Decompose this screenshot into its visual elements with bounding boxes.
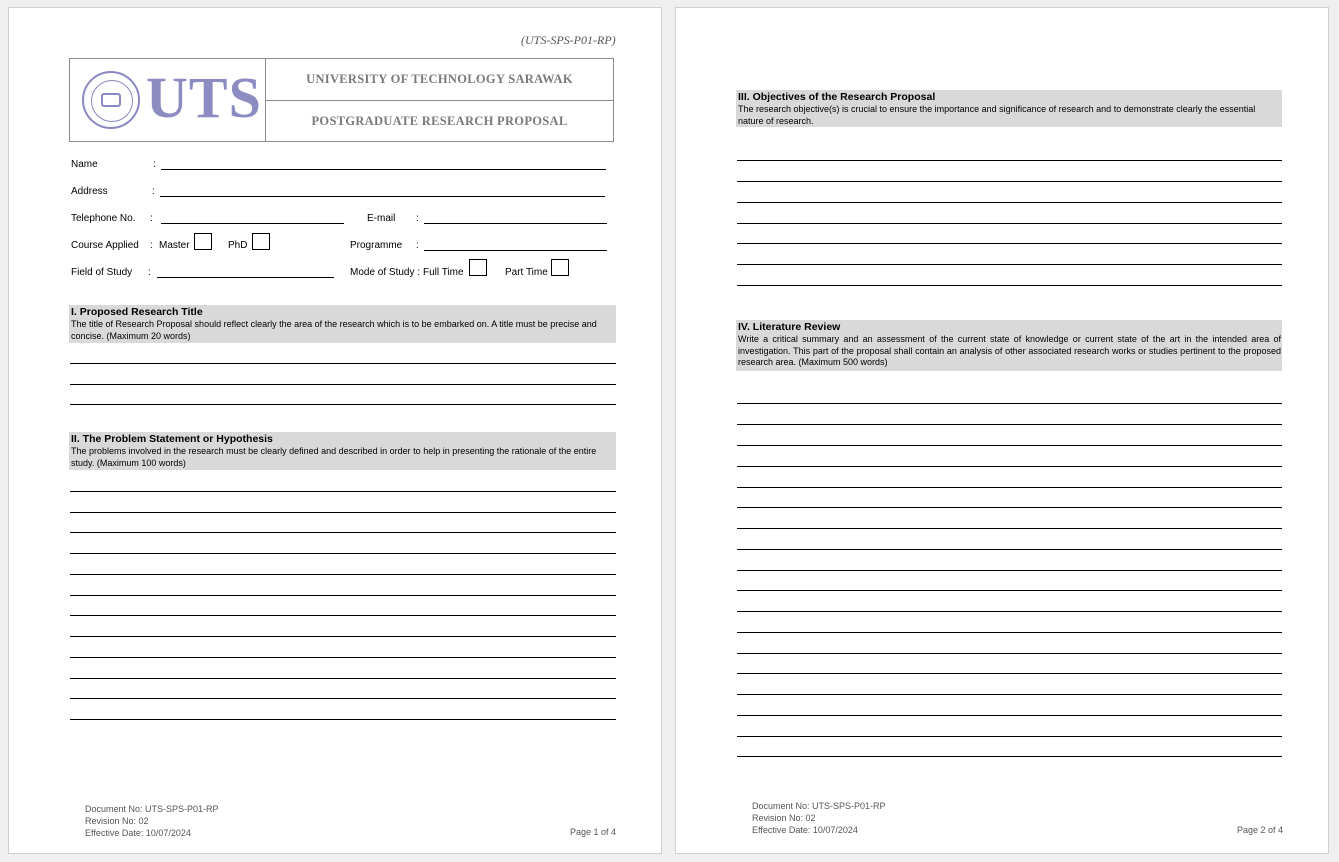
answer-line[interactable] [737, 694, 1282, 695]
phd-checkbox[interactable] [252, 233, 270, 250]
answer-line[interactable] [737, 202, 1282, 203]
answer-line[interactable] [70, 719, 616, 720]
university-logo [70, 59, 266, 141]
page-number: Page 1 of 4 [570, 827, 617, 837]
email-label: E-mail [367, 213, 396, 224]
effective-date: Effective Date: 10/07/2024 [752, 825, 858, 835]
answer-line[interactable] [737, 736, 1282, 737]
email-field[interactable] [424, 223, 607, 224]
answer-line[interactable] [737, 632, 1282, 633]
phd-label: PhD [228, 240, 248, 251]
answer-line[interactable] [70, 404, 616, 405]
section-description: The title of Research Proposal should reflect clearly the area of the research which is to be embarked on. A title must be precise and concise. (Maximum 20 words) [71, 319, 597, 341]
section-objectives [736, 90, 1282, 127]
university-name: UNIVERSITY OF TECHNOLOGY SARAWAK [306, 72, 573, 86]
answer-line[interactable] [70, 491, 616, 492]
colon: : [416, 240, 419, 251]
revision-number: Revision No: 02 [85, 816, 149, 826]
name-field[interactable] [161, 169, 606, 170]
answer-line[interactable] [70, 657, 616, 658]
answer-line[interactable] [70, 384, 616, 385]
page-footer [85, 803, 219, 839]
answer-line[interactable] [737, 549, 1282, 550]
document-reference: (UTS-SPS-P01-RP) [521, 33, 616, 47]
colon: : [153, 159, 156, 170]
answer-line[interactable] [737, 653, 1282, 654]
telephone-field[interactable] [161, 223, 344, 224]
section-description: The problems involved in the research must be clearly defined and described in order to help in presenting the rationale of the entire study. (Maximum 100 words) [71, 446, 597, 468]
address-field[interactable] [160, 196, 605, 197]
section-proposed-research-title [69, 305, 616, 343]
logo-text: UTS [146, 65, 262, 130]
section-title: I. Proposed Research Title [71, 306, 203, 318]
answer-line[interactable] [70, 636, 616, 637]
answer-line[interactable] [70, 595, 616, 596]
master-checkbox[interactable] [194, 233, 212, 250]
section-problem-statement [69, 432, 616, 470]
answer-line[interactable] [70, 698, 616, 699]
section-title: III. Objectives of the Research Proposal [738, 91, 936, 103]
section-literature-review [736, 320, 1282, 371]
master-label: Master [159, 240, 190, 251]
section-description: The research objective(s) is crucial to ensure the importance and significance of research and to demonstrate clearly the essential nature of research. [738, 104, 1256, 126]
answer-line[interactable] [737, 528, 1282, 529]
document-number: Document No: UTS-SPS-P01-RP [752, 801, 886, 811]
programme-field[interactable] [424, 250, 607, 251]
university-seal-icon [82, 71, 140, 129]
answer-line[interactable] [70, 615, 616, 616]
programme-label: Programme [350, 240, 403, 251]
answer-line[interactable] [737, 487, 1282, 488]
answer-line[interactable] [737, 673, 1282, 674]
answer-line[interactable] [737, 160, 1282, 161]
colon: : [416, 213, 419, 224]
full-time-label: Full Time [423, 267, 464, 278]
answer-line[interactable] [737, 466, 1282, 467]
answer-line[interactable] [70, 532, 616, 533]
part-time-checkbox[interactable] [551, 259, 569, 276]
answer-line[interactable] [737, 445, 1282, 446]
answer-line[interactable] [70, 553, 616, 554]
colon: : [152, 186, 155, 197]
full-time-checkbox[interactable] [469, 259, 487, 276]
answer-line[interactable] [737, 507, 1282, 508]
course-label: Course Applied [71, 240, 139, 251]
answer-line[interactable] [737, 181, 1282, 182]
form-title: POSTGRADUATE RESEARCH PROPOSAL [266, 100, 613, 141]
answer-line[interactable] [70, 678, 616, 679]
page-2 [675, 7, 1329, 854]
answer-line[interactable] [70, 363, 616, 364]
section-title: II. The Problem Statement or Hypothesis [71, 433, 273, 445]
revision-number: Revision No: 02 [752, 813, 816, 823]
page-footer [752, 800, 886, 836]
answer-line[interactable] [737, 285, 1282, 286]
part-time-label: Part Time [505, 267, 548, 278]
answer-line[interactable] [737, 756, 1282, 757]
address-label: Address [71, 186, 108, 197]
document-number: Document No: UTS-SPS-P01-RP [85, 804, 219, 814]
section-description: Write a critical summary and an assessment of the current state of knowledge or current state of the art in the intended area of investigation. This part of the proposal shall contain an analysis of other associated research works or studies pertinent to the proposed research area. (Maximum 500 words) [738, 334, 1281, 367]
answer-line[interactable] [737, 424, 1282, 425]
field-of-study-label: Field of Study [71, 267, 133, 278]
page-1 [8, 7, 662, 854]
answer-line[interactable] [737, 570, 1282, 571]
form-header [69, 58, 614, 142]
answer-line[interactable] [70, 512, 616, 513]
answer-line[interactable] [737, 715, 1282, 716]
effective-date: Effective Date: 10/07/2024 [85, 828, 191, 838]
answer-line[interactable] [737, 403, 1282, 404]
answer-line[interactable] [737, 590, 1282, 591]
answer-line[interactable] [737, 223, 1282, 224]
colon: : [150, 240, 153, 251]
telephone-label: Telephone No. [71, 213, 136, 224]
colon: : [150, 213, 153, 224]
mode-of-study-label: Mode of Study : [350, 267, 421, 278]
field-of-study-field[interactable] [157, 277, 334, 278]
name-label: Name [71, 159, 98, 170]
page-number: Page 2 of 4 [1237, 825, 1284, 835]
answer-line[interactable] [737, 264, 1282, 265]
section-title: IV. Literature Review [738, 321, 841, 333]
colon: : [148, 267, 151, 278]
answer-line[interactable] [737, 611, 1282, 612]
answer-line[interactable] [737, 243, 1282, 244]
answer-line[interactable] [70, 574, 616, 575]
